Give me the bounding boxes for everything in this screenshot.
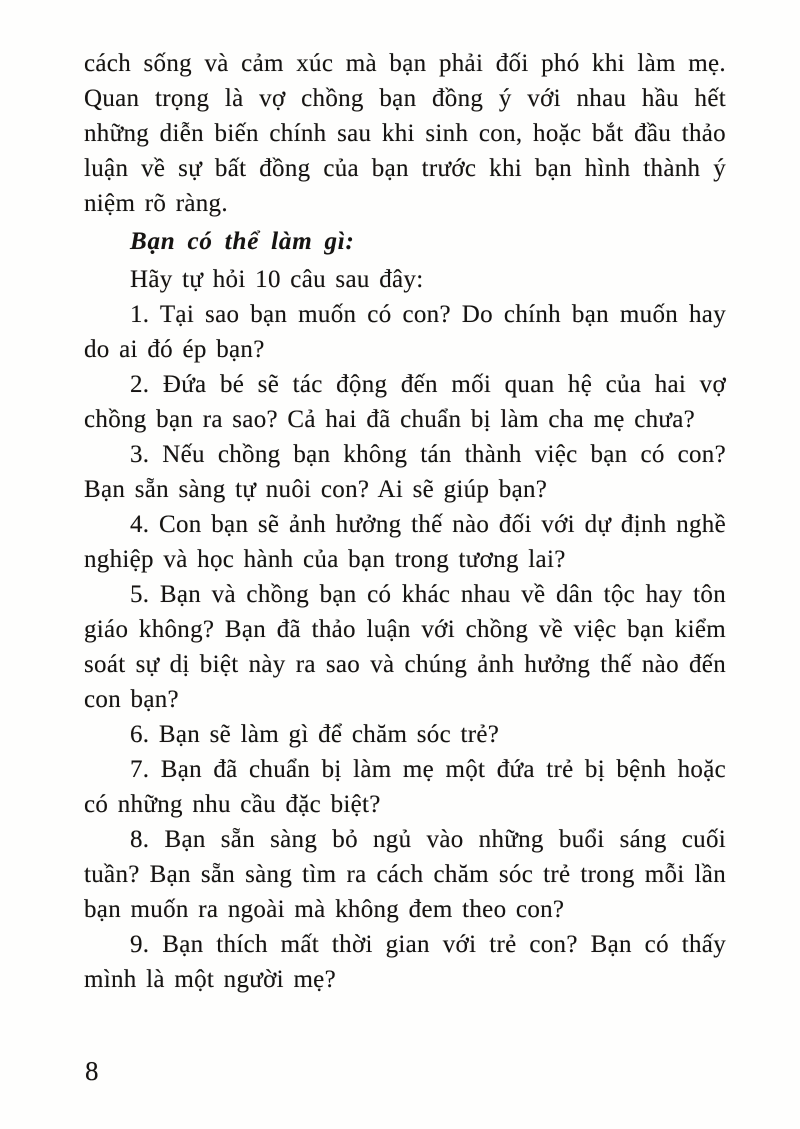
question-4: 4. Con bạn sẽ ảnh hưởng thế nào đối với dự định nghề nghiệp và học hành của bạn trong tương lai? bbox=[84, 511, 726, 573]
question-6: 6. Bạn sẽ làm gì để chăm sóc trẻ? bbox=[130, 721, 500, 748]
question-5: 5. Bạn và chồng bạn có khác nhau về dân tộc hay tôn giáo không? Bạn đã thảo luận với chồng về việc bạn kiểm soát sự dị biệt này ra sao và chúng ảnh hưởng thế nào đến con bạn? bbox=[84, 581, 726, 713]
intro-line: Hãy tự hỏi 10 câu sau đây: bbox=[130, 266, 424, 293]
question-3: 3. Nếu chồng bạn không tán thành việc bạn có con? Bạn sẵn sàng tự nuôi con? Ai sẽ giúp bạn? bbox=[84, 441, 726, 503]
question-2: 2. Đứa bé sẽ tác động đến mối quan hệ của hai vợ chồng bạn ra sao? Cả hai đã chuẩn bị làm cha mẹ chưa? bbox=[84, 371, 726, 433]
question-1: 1. Tại sao bạn muốn có con? Do chính bạn muốn hay do ai đó ép bạn? bbox=[84, 301, 726, 363]
question-7: 7. Bạn đã chuẩn bị làm mẹ một đứa trẻ bị bệnh hoặc có những nhu cầu đặc biệt? bbox=[84, 756, 726, 818]
question-9: 9. Bạn thích mất thời gian với trẻ con? Bạn có thấy mình là một người mẹ? bbox=[84, 931, 726, 993]
page-number: 8 bbox=[85, 1056, 99, 1086]
question-8: 8. Bạn sẵn sàng bỏ ngủ vào những buổi sáng cuối tuần? Bạn sẵn sàng tìm ra cách chăm sóc trẻ trong mỗi lần bạn muốn ra ngoài mà không đem theo con? bbox=[84, 826, 726, 923]
text-block bbox=[84, 46, 726, 997]
section-heading: Bạn có thể làm gì: bbox=[130, 228, 355, 255]
continuation-paragraph: cách sống và cảm xúc mà bạn phải đối phó khi làm mẹ. Quan trọng là vợ chồng bạn đồng ý với nhau hầu hết những diễn biến chính sau khi sinh con, hoặc bắt đầu thảo luận về sự bất đồng của bạn trước khi bạn hình thành ý niệm rõ ràng. bbox=[84, 50, 726, 217]
